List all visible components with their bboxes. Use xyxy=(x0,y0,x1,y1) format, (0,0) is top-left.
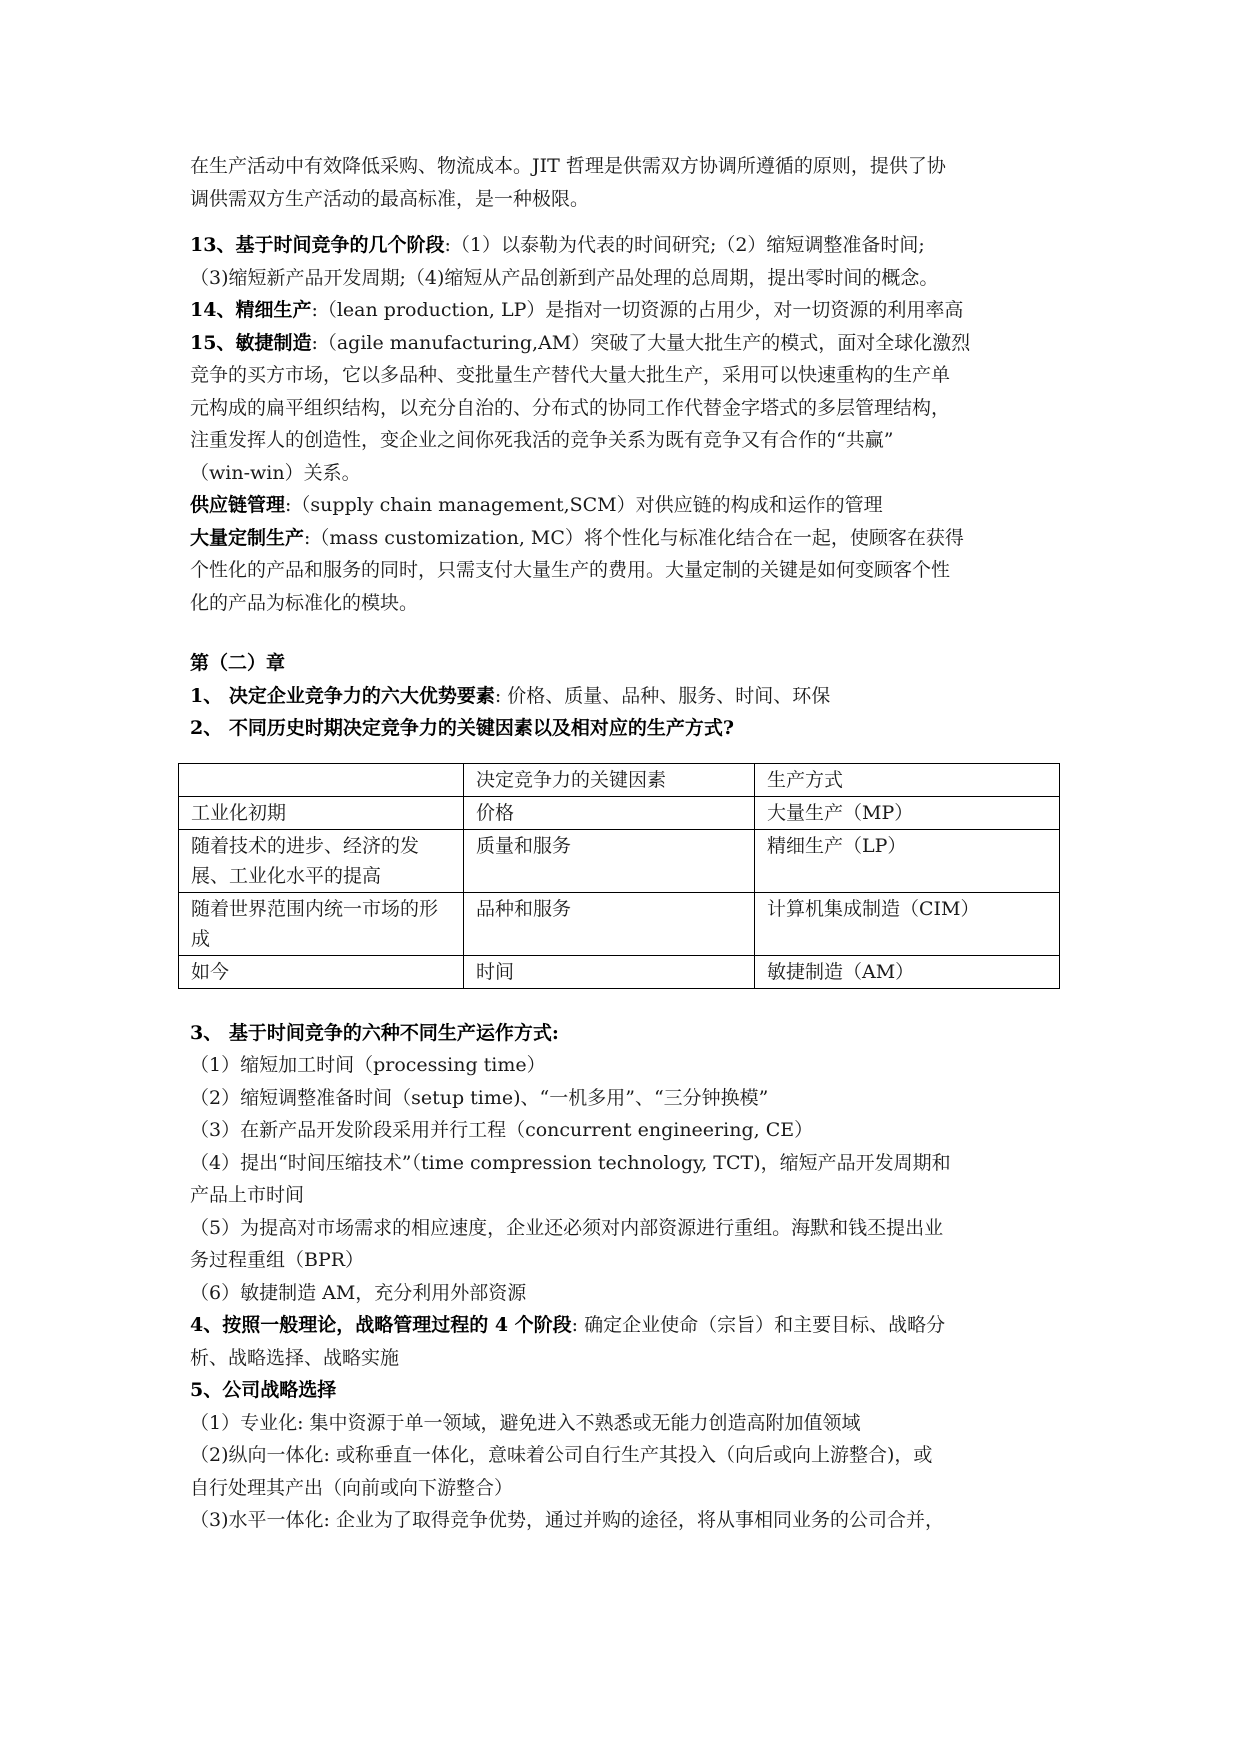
spacer xyxy=(190,989,1060,1017)
item-4-text: : 确定企业使命（宗旨）和主要目标、战略分 xyxy=(571,1314,946,1336)
item-14 xyxy=(190,294,1060,327)
item-15-text: :（agile manufacturing,AM）突破了大量大批生产的模式，面对全球化激烈 xyxy=(311,331,971,354)
item-15-line-4: 注重发挥人的创造性，变企业之间你死我活的竞争关系为既有竞争又有合作的“共赢” xyxy=(190,429,894,451)
table-row xyxy=(179,955,1060,988)
table-cell-factor: 质量和服务 xyxy=(464,829,755,892)
item-15-line-3: 元构成的扁平组织结构，以充分自治的、分布式的协同工作代替金字塔式的多层管理结构， xyxy=(190,396,951,419)
item-15-term: 15、敏捷制造 xyxy=(190,331,312,354)
competitiveness-table xyxy=(178,763,1060,989)
table-cell-factor: 价格 xyxy=(464,796,755,829)
table-cell-factor: 时间 xyxy=(464,955,755,988)
scm-text: :（supply chain management,SCM）对供应链的构成和运作的管理 xyxy=(285,494,883,516)
item-5-line-3: （3)水平一体化: 企业为了取得竞争优势，通过并购的途径，将从事相同业务的公司合并， xyxy=(190,1509,944,1531)
item-3-title: 3、 基于时间竞争的六种不同生产运作方式: xyxy=(190,1021,559,1044)
item-4-line-2: 析、战略选择、战略实施 xyxy=(190,1346,400,1369)
table-cell-period: 工业化初期 xyxy=(179,796,464,829)
chapter-title: 第（二）章 xyxy=(190,652,286,674)
item-15-line-2: 竞争的买方市场，它以多品种、变批量生产替代大量大批生产，采用可以快速重构的生产单 xyxy=(190,364,951,386)
table-header-row xyxy=(179,763,1060,796)
item-4 xyxy=(190,1309,1060,1342)
item-5-line-1: （1）专业化: 集中资源于单一领域，避免进入不熟悉或无能力创造高附加值领域 xyxy=(190,1411,861,1434)
item-5-title: 5、公司战略选择 xyxy=(190,1379,337,1401)
item-13 xyxy=(190,229,1060,262)
chapter-question-1 xyxy=(190,680,1060,713)
item-3-line-6: （6）敏捷制造 AM，充分利用外部资源 xyxy=(190,1281,527,1304)
item-15-line-5: （win-win）关系。 xyxy=(190,461,361,484)
spacer xyxy=(190,619,1060,647)
item-3-line-4b: 产品上市时间 xyxy=(190,1184,305,1206)
table-cell-mode: 大量生产（MP） xyxy=(755,796,1060,829)
table-cell-period: 随着世界范围内统一市场的形成 xyxy=(179,892,464,955)
item-13-term: 13、基于时间竞争的几个阶段 xyxy=(190,234,445,256)
spacer xyxy=(190,215,1060,229)
item-3-line-4a: （4）提出“时间压缩技术”（time compression technology, TCT)，缩短产品开发周期和 xyxy=(190,1151,951,1174)
mc-term: 大量定制生产 xyxy=(190,526,305,549)
scm-definition xyxy=(190,489,1060,522)
item-3-line-5b: 务过程重组（BPR） xyxy=(190,1249,365,1271)
item-13-line-2: （3)缩短新产品开发周期;（4)缩短从产品创新到产品处理的总周期，提出零时间的概念。 xyxy=(190,266,939,289)
table-row xyxy=(179,796,1060,829)
intro-line-2: 调供需双方生产活动的最高标准，是一种极限。 xyxy=(190,187,590,210)
chapter-question-2: 2、 不同历史时期决定竞争力的关键因素以及相对应的生产方式? xyxy=(190,717,734,739)
item-5-line-2b: 自行处理其产出（向前或向下游整合） xyxy=(190,1476,514,1499)
item-14-term: 14、精细生产 xyxy=(190,299,312,321)
question-1-text: : 价格、质量、品种、服务、时间、环保 xyxy=(494,684,831,707)
item-5-line-2a: （2)纵向一体化: 或称垂直一体化，意味着公司自行生产其投入（向后或向上游整合)，或 xyxy=(190,1444,933,1466)
table-cell-factor: 品种和服务 xyxy=(464,892,755,955)
table-row xyxy=(179,829,1060,892)
document-page xyxy=(190,150,1060,1537)
table-row xyxy=(179,892,1060,955)
item-14-text: :（lean production, LP）是指对一切资源的占用少，对一切资源的利用率高 xyxy=(311,299,964,321)
mc-definition xyxy=(190,522,1060,555)
table-header-cell: 决定竞争力的关键因素 xyxy=(464,763,755,796)
mc-text: :（mass customization, MC）将个性化与标准化结合在一起，使顾客在获得 xyxy=(304,526,964,549)
table-header-cell: 生产方式 xyxy=(755,763,1060,796)
table-cell-mode: 敏捷制造（AM） xyxy=(755,955,1060,988)
scm-term: 供应链管理 xyxy=(190,494,286,516)
intro-line-1: 在生产活动中有效降低采购、物流成本。JIT 哲理是供需双方协调所遵循的原则，提供了协 xyxy=(190,155,946,177)
item-3-line-3: （3）在新产品开发阶段采用并行工程（concurrent engineering, CE） xyxy=(190,1119,814,1141)
item-15 xyxy=(190,327,1060,360)
spacer xyxy=(190,745,1060,763)
question-1-term: 1、 决定企业竞争力的六大优势要素 xyxy=(190,684,495,707)
item-3-line-2: （2）缩短调整准备时间（setup time)、“一机多用”、“三分钟换模” xyxy=(190,1086,769,1109)
table-cell-mode: 精细生产（LP） xyxy=(755,829,1060,892)
mc-line-2: 个性化的产品和服务的同时，只需支付大量生产的费用。大量定制的关键是如何变顾客个性 xyxy=(190,559,951,581)
item-3-line-5a: （5）为提高对市场需求的相应速度，企业还必须对内部资源进行重组。海默和钱丕提出业 xyxy=(190,1216,944,1239)
table-cell-period: 随着技术的进步、经济的发展、工业化水平的提高 xyxy=(179,829,464,892)
table-cell-mode: 计算机集成制造（CIM） xyxy=(755,892,1060,955)
item-3-line-1: （1）缩短加工时间（processing time） xyxy=(190,1054,546,1076)
item-13-text: :（1）以泰勒为代表的时间研究;（2）缩短调整准备时间; xyxy=(444,234,925,256)
table-header-cell xyxy=(179,763,464,796)
item-4-term: 4、按照一般理论，战略管理过程的 4 个阶段 xyxy=(190,1314,572,1336)
mc-line-3: 化的产品为标准化的模块。 xyxy=(190,591,419,614)
table-cell-period: 如今 xyxy=(179,955,464,988)
